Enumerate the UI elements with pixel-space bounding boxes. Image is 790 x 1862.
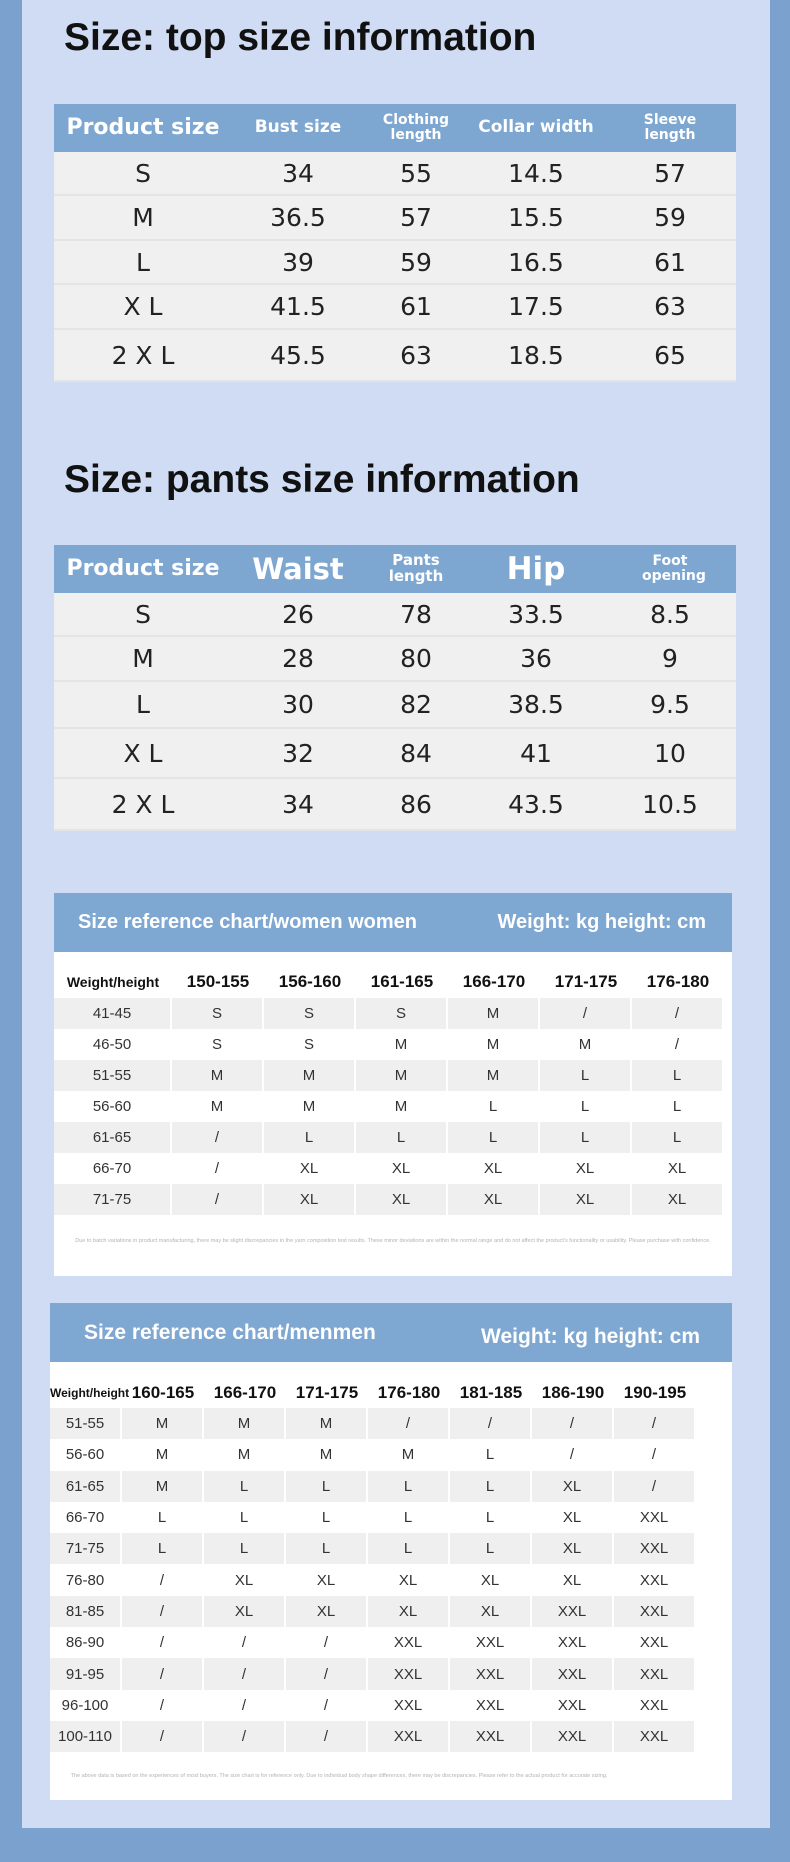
size-cell: XL — [448, 1184, 540, 1215]
size-cell: L — [450, 1533, 532, 1564]
weight-range-cell: 46-50 — [54, 1029, 172, 1060]
table-cell: X L — [123, 738, 163, 768]
size-cell: M — [286, 1439, 368, 1470]
size-cell: L — [356, 1122, 448, 1153]
size-cell: / — [122, 1564, 204, 1595]
weight-range-cell: 76-80 — [50, 1564, 122, 1595]
size-cell: M — [356, 1091, 448, 1122]
table-cell: M — [132, 203, 154, 232]
women-chart-footnote: Due to batch variations in product manufacturing, there may be slight discrepancies in the yarn composition test results. These minor deviations are within the normal range and do not affect the product's functionality or usability. Please purchase with confidence. — [75, 1238, 711, 1244]
table-cell: M — [132, 644, 154, 673]
column-header-height: 150-155 — [186, 972, 250, 991]
weight-range-cell: 56-60 — [54, 1091, 172, 1122]
table-cell: 8.5 — [650, 599, 690, 629]
size-cell: XXL — [614, 1502, 696, 1533]
table-row — [54, 1091, 732, 1122]
table-cell: 38.5 — [508, 690, 564, 719]
size-cell: S — [172, 1029, 264, 1060]
size-cell: XXL — [532, 1596, 614, 1627]
size-cell: L — [450, 1439, 532, 1470]
size-cell: XXL — [532, 1721, 614, 1752]
size-cell: XXL — [450, 1627, 532, 1658]
table-cell: 36.5 — [270, 203, 326, 232]
size-cell: XXL — [368, 1690, 450, 1721]
women-chart-title: Size reference chart/women women — [78, 911, 418, 933]
table-row — [50, 1627, 732, 1658]
size-cell: / — [286, 1627, 368, 1658]
size-cell: XL — [356, 1184, 448, 1215]
size-cell: L — [204, 1533, 286, 1564]
size-cell: L — [368, 1471, 450, 1502]
size-cell: M — [122, 1471, 204, 1502]
table-row — [54, 998, 732, 1029]
table-cell: 65 — [654, 340, 686, 370]
men-chart-units: Weight: kg height: cm — [481, 1324, 700, 1348]
weight-range-cell: 56-60 — [50, 1439, 122, 1470]
column-header-height: 161-165 — [370, 972, 434, 991]
pants-size-header-row — [54, 545, 736, 593]
size-cell: M — [356, 1029, 448, 1060]
header-waist: Waist — [252, 551, 344, 586]
table-cell: 57 — [400, 203, 432, 232]
size-cell: XL — [204, 1596, 286, 1627]
table-row — [54, 779, 736, 831]
size-cell: M — [286, 1408, 368, 1439]
size-cell: L — [632, 1091, 724, 1122]
men-reference-chart — [50, 1303, 732, 1800]
table-row — [54, 285, 736, 330]
size-cell: XL — [450, 1564, 532, 1595]
table-row — [50, 1439, 732, 1470]
table-cell: 61 — [654, 247, 686, 277]
table-row — [54, 729, 736, 779]
size-cell: / — [540, 998, 632, 1029]
women-chart-units: Weight: kg height: cm — [497, 911, 706, 933]
size-cell: XL — [286, 1596, 368, 1627]
size-cell: XL — [540, 1184, 632, 1215]
size-cell: / — [172, 1153, 264, 1184]
size-cell: M — [122, 1439, 204, 1470]
table-cell: 63 — [654, 292, 686, 321]
women-chart-body — [54, 998, 732, 1215]
weight-range-cell: 96-100 — [50, 1690, 122, 1721]
weight-range-cell: 66-70 — [54, 1153, 172, 1184]
size-cell: XL — [368, 1596, 450, 1627]
size-cell: / — [614, 1471, 696, 1502]
header-foot-opening: Foot opening — [642, 553, 706, 584]
table-row — [54, 1029, 732, 1060]
table-cell: 39 — [282, 247, 314, 277]
column-header-height: 171-175 — [295, 1383, 359, 1402]
table-cell: 59 — [400, 247, 432, 277]
table-cell: 32 — [282, 738, 314, 768]
size-cell: XL — [450, 1596, 532, 1627]
table-cell: 34 — [282, 158, 314, 188]
size-cell: XL — [532, 1502, 614, 1533]
men-chart-header — [50, 1303, 732, 1362]
size-cell: M — [264, 1091, 356, 1122]
size-cell: / — [368, 1408, 450, 1439]
header-product-size: Product size — [66, 556, 220, 582]
size-cell: XXL — [368, 1658, 450, 1689]
weight-range-cell: 91-95 — [50, 1658, 122, 1689]
size-cell: L — [540, 1060, 632, 1091]
header-hip: Hip — [506, 550, 566, 587]
size-cell: / — [614, 1439, 696, 1470]
size-cell: XXL — [532, 1690, 614, 1721]
size-cell: M — [204, 1439, 286, 1470]
column-header-height: 190-195 — [623, 1383, 687, 1402]
top-size-header-row — [54, 104, 736, 152]
table-cell: L — [136, 247, 150, 277]
header-clothing-length: Clothing length — [382, 112, 450, 143]
size-cell: XXL — [532, 1627, 614, 1658]
table-cell: 43.5 — [508, 789, 564, 819]
column-header-height: 176-180 — [646, 972, 710, 991]
weight-range-cell: 61-65 — [54, 1122, 172, 1153]
top-size-table — [54, 104, 736, 382]
size-cell: / — [172, 1184, 264, 1215]
size-cell: M — [368, 1439, 450, 1470]
column-header-height: 160-165 — [131, 1383, 195, 1402]
header-product-size: Product size — [66, 115, 220, 141]
column-header-height: 186-190 — [541, 1383, 605, 1402]
table-cell: 61 — [400, 292, 432, 321]
table-cell: 63 — [400, 340, 432, 370]
table-cell: 86 — [400, 789, 432, 819]
size-cell: XL — [532, 1564, 614, 1595]
table-row — [50, 1408, 732, 1439]
table-row — [50, 1533, 732, 1564]
size-cell: L — [632, 1060, 724, 1091]
size-cell: L — [122, 1502, 204, 1533]
size-cell: XXL — [450, 1690, 532, 1721]
table-row — [50, 1502, 732, 1533]
table-cell: 45.5 — [270, 340, 326, 370]
table-row — [54, 593, 736, 637]
table-cell: 55 — [400, 158, 432, 188]
men-chart-title: Size reference chart/menmen — [84, 1320, 376, 1344]
size-cell: XL — [532, 1533, 614, 1564]
table-cell: 10.5 — [642, 789, 698, 819]
table-row — [54, 1060, 732, 1091]
table-row — [50, 1658, 732, 1689]
table-cell: 57 — [654, 158, 686, 188]
table-row — [54, 152, 736, 196]
table-cell: 84 — [400, 738, 432, 768]
size-cell: / — [122, 1596, 204, 1627]
women-column-headers — [54, 952, 732, 998]
size-cell: XXL — [614, 1564, 696, 1595]
header-pants-length: Pants length — [388, 551, 444, 585]
size-cell: / — [532, 1439, 614, 1470]
header-sleeve-length: Sleeve length — [643, 112, 697, 143]
size-cell: XL — [532, 1471, 614, 1502]
size-cell: / — [204, 1690, 286, 1721]
men-column-headers — [50, 1362, 732, 1408]
table-row — [54, 682, 736, 729]
table-cell: 33.5 — [508, 599, 564, 629]
size-cell: XL — [264, 1184, 356, 1215]
column-header-weight-height: Weight/height — [50, 1386, 130, 1400]
size-cell: XXL — [532, 1658, 614, 1689]
size-cell: / — [122, 1627, 204, 1658]
size-cell: M — [172, 1091, 264, 1122]
size-cell: XL — [368, 1564, 450, 1595]
size-cell: L — [204, 1502, 286, 1533]
table-row — [54, 241, 736, 285]
table-cell: S — [135, 599, 151, 629]
weight-range-cell: 81-85 — [50, 1596, 122, 1627]
table-cell: 34 — [282, 789, 314, 819]
size-cell: M — [264, 1060, 356, 1091]
women-chart-header — [54, 893, 732, 952]
column-header-weight-height: Weight/height — [66, 974, 160, 990]
size-cell: / — [614, 1408, 696, 1439]
size-cell: / — [286, 1658, 368, 1689]
table-cell: 41.5 — [270, 292, 326, 321]
size-cell: L — [368, 1533, 450, 1564]
table-row — [50, 1721, 732, 1752]
size-cell: M — [122, 1408, 204, 1439]
size-cell: / — [204, 1627, 286, 1658]
weight-range-cell: 66-70 — [50, 1502, 122, 1533]
weight-range-cell: 100-110 — [50, 1721, 122, 1752]
size-cell: XXL — [368, 1721, 450, 1752]
size-cell: XL — [632, 1184, 724, 1215]
table-cell: L — [136, 690, 150, 719]
size-cell: XL — [448, 1153, 540, 1184]
table-cell: 30 — [282, 690, 314, 719]
size-cell: / — [286, 1690, 368, 1721]
table-row — [54, 196, 736, 241]
table-row — [54, 1184, 732, 1215]
column-header-height: 166-170 — [213, 1383, 277, 1402]
table-cell: 78 — [400, 599, 432, 629]
size-cell: L — [286, 1502, 368, 1533]
column-header-height: 156-160 — [278, 972, 342, 991]
table-row — [50, 1596, 732, 1627]
table-row — [50, 1564, 732, 1595]
pants-size-heading: Size: pants size information — [64, 458, 580, 501]
size-cell: L — [632, 1122, 724, 1153]
size-cell: / — [122, 1658, 204, 1689]
table-row — [54, 330, 736, 382]
size-cell: L — [286, 1471, 368, 1502]
size-cell: L — [540, 1122, 632, 1153]
table-cell: 80 — [400, 644, 432, 673]
size-cell: XXL — [614, 1690, 696, 1721]
top-size-heading: Size: top size information — [64, 16, 537, 59]
size-cell: M — [448, 998, 540, 1029]
size-cell: L — [450, 1502, 532, 1533]
size-cell: / — [204, 1721, 286, 1752]
size-cell: M — [540, 1029, 632, 1060]
table-cell: 36 — [520, 644, 552, 673]
size-cell: L — [368, 1502, 450, 1533]
top-size-body — [54, 152, 736, 382]
table-cell: 10 — [654, 738, 686, 768]
table-cell: 28 — [282, 644, 314, 673]
table-cell: 26 — [282, 599, 314, 629]
men-chart-footnote: The above data is based on the experiences of most buyers. The size chart is for reference only. Due to individual body shape differences, there may be discrepancies. Please refer to the actual product for accurate sizing. — [70, 1773, 608, 1779]
size-cell: L — [204, 1471, 286, 1502]
table-cell: 41 — [520, 738, 552, 768]
size-cell: M — [448, 1029, 540, 1060]
size-cell: XXL — [450, 1658, 532, 1689]
size-cell: XL — [264, 1153, 356, 1184]
pants-size-body — [54, 593, 736, 831]
size-cell: S — [172, 998, 264, 1029]
size-cell: L — [286, 1533, 368, 1564]
size-cell: L — [448, 1091, 540, 1122]
size-cell: / — [172, 1122, 264, 1153]
size-cell: L — [122, 1533, 204, 1564]
column-header-height: 166-170 — [462, 972, 526, 991]
table-row — [50, 1471, 732, 1502]
table-cell: 15.5 — [508, 203, 564, 232]
size-cell: XXL — [368, 1627, 450, 1658]
table-cell: 59 — [654, 203, 686, 232]
table-cell: 2 X L — [111, 789, 175, 819]
table-row — [54, 637, 736, 682]
weight-range-cell: 71-75 — [50, 1533, 122, 1564]
size-cell: / — [122, 1690, 204, 1721]
weight-range-cell: 51-55 — [54, 1060, 172, 1091]
size-cell: L — [540, 1091, 632, 1122]
size-cell: XL — [204, 1564, 286, 1595]
table-row — [54, 1153, 732, 1184]
size-cell: XL — [540, 1153, 632, 1184]
size-cell: / — [450, 1408, 532, 1439]
size-cell: XXL — [450, 1721, 532, 1752]
size-cell: M — [356, 1060, 448, 1091]
weight-range-cell: 71-75 — [54, 1184, 172, 1215]
table-row — [54, 1122, 732, 1153]
size-cell: M — [172, 1060, 264, 1091]
size-cell: M — [448, 1060, 540, 1091]
weight-range-cell: 61-65 — [50, 1471, 122, 1502]
size-cell: M — [204, 1408, 286, 1439]
column-header-height: 171-175 — [554, 972, 618, 991]
table-row — [50, 1690, 732, 1721]
weight-range-cell: 86-90 — [50, 1627, 122, 1658]
size-cell: / — [532, 1408, 614, 1439]
table-cell: 17.5 — [508, 292, 564, 321]
size-cell: XL — [356, 1153, 448, 1184]
column-header-height: 176-180 — [377, 1383, 441, 1402]
size-cell: XXL — [614, 1721, 696, 1752]
table-cell: 9.5 — [650, 690, 690, 719]
table-cell: S — [135, 158, 151, 188]
table-cell: 16.5 — [508, 247, 564, 277]
column-header-height: 181-185 — [459, 1383, 523, 1402]
size-cell: L — [264, 1122, 356, 1153]
header-bust-size: Bust size — [254, 117, 342, 138]
size-cell: XXL — [614, 1533, 696, 1564]
size-cell: XL — [632, 1153, 724, 1184]
size-cell: S — [264, 998, 356, 1029]
header-collar-width: Collar width — [478, 117, 594, 138]
table-cell: 14.5 — [508, 158, 564, 188]
men-chart-body — [50, 1408, 732, 1752]
size-cell: XXL — [614, 1596, 696, 1627]
size-cell: L — [450, 1471, 532, 1502]
weight-range-cell: 51-55 — [50, 1408, 122, 1439]
size-cell: L — [448, 1122, 540, 1153]
size-cell: XXL — [614, 1627, 696, 1658]
size-cell: / — [632, 998, 724, 1029]
size-cell: XXL — [614, 1658, 696, 1689]
size-cell: S — [264, 1029, 356, 1060]
size-cell: S — [356, 998, 448, 1029]
table-cell: 2 X L — [111, 340, 175, 370]
size-cell: / — [122, 1721, 204, 1752]
pants-size-table — [54, 545, 736, 831]
size-cell: XL — [286, 1564, 368, 1595]
size-cell: / — [204, 1658, 286, 1689]
table-cell: 18.5 — [508, 340, 564, 370]
size-cell: / — [286, 1721, 368, 1752]
table-cell: 82 — [400, 690, 432, 719]
women-reference-chart — [54, 893, 732, 1276]
weight-range-cell: 41-45 — [54, 998, 172, 1029]
size-cell: / — [632, 1029, 724, 1060]
table-cell: X L — [123, 292, 163, 321]
table-cell: 9 — [662, 644, 678, 673]
